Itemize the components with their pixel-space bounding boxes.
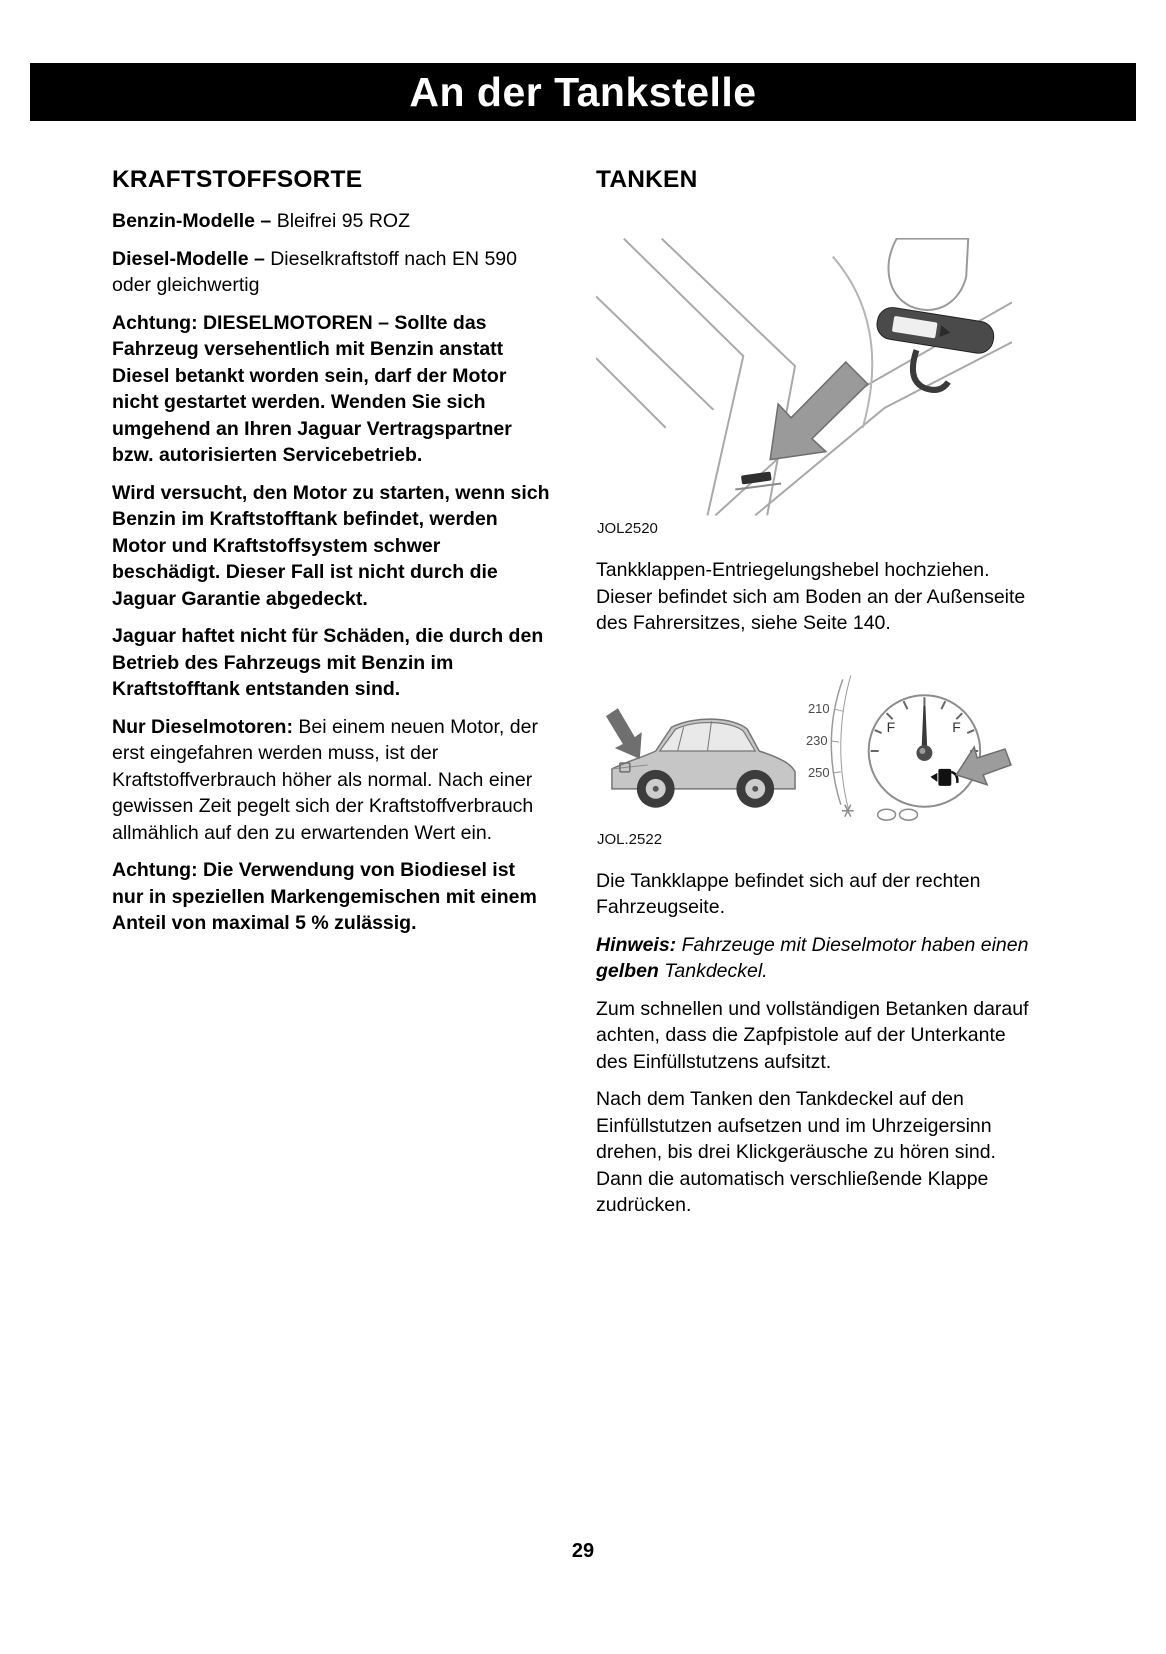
fuel-gauge-illustration — [869, 695, 980, 806]
paragraph-text: Bleifrei 95 ROZ — [276, 210, 410, 232]
paragraph-benzin-modelle — [112, 208, 550, 235]
speed-tick-250: 250 — [807, 764, 830, 780]
gauge-label-f-right: F — [952, 718, 961, 735]
paragraph-achtung-biodiesel: Achtung: Die Verwendung von Biodiesel ist nur in speziellen Markengemischen mit einem Anteil von maximal 5 % zulässig. — [112, 859, 537, 934]
paragraph-haftung: Jaguar haftet nicht für Schäden, die durch den Betrieb des Fahrzeugs mit Benzin im Kraftstofftank entstanden sind. — [112, 625, 544, 700]
right-column — [596, 166, 1034, 1230]
paragraph-lead: Benzin-Modelle – — [112, 210, 277, 232]
fuel-flap-release-illustration — [596, 238, 1012, 516]
paragraph-motor-start-warnung: Wird versucht, den Motor zu starten, wenn sich Benzin im Kraftstofftank befindet, werden Motor und Kraftstoffsystem schwer beschädigt. Dieser Fall ist nicht durch die Jaguar Garantie abgedeckt. — [112, 481, 550, 610]
page-number: 29 — [571, 1540, 595, 1562]
paragraph-text: Fahrzeuge mit Dieselmotor haben einen — [681, 933, 1029, 956]
car-illustration — [612, 719, 795, 808]
speed-tick-labels — [806, 701, 830, 780]
paragraph-achtung-dieselmotoren: Achtung: DIESELMOTOREN – Sollte das Fahrzeug versehentlich mit Benzin anstatt Diesel betankt worden sein, darf der Motor nicht gestartet werden. Wenden Sie sich umgehend an Ihren Jaguar Vertragspartner bzw. autorisierten Servicebetrieb. — [112, 311, 512, 466]
indicator-oval-icon — [878, 809, 896, 820]
paragraph-lead: Hinweis: — [596, 933, 682, 956]
paragraph-tankklappe-seite: Die Tankklappe befindet sich auf der rechten Fahrzeugseite. — [596, 869, 981, 918]
paragraph-betanken-zapfpistole: Zum schnellen und vollständigen Betanken darauf achten, dass die Zapfpistole auf der Unterkante des Einfüllstutzens aufsitzt. — [596, 997, 1029, 1073]
gauge-label-f-left: F — [886, 718, 896, 735]
release-lever-handle — [875, 305, 996, 355]
page-header-bar — [30, 63, 1136, 121]
paragraph-tankdeckel-schliessen: Nach dem Tanken den Tankdeckel auf den Einfüllstutzen aufsetzen und im Uhrzeigersinn drehen, bis drei Klickgeräusche zu hören sind. Dann die automatisch verschließende Klappe zudrücken. — [596, 1088, 996, 1216]
figure-fuel-flap-release — [596, 238, 1012, 516]
section-heading-kraftstoffsorte: KRAFTSTOFFSORTE — [112, 166, 363, 193]
left-column — [112, 166, 550, 948]
paragraph-diesel-modelle — [112, 246, 550, 299]
arrow-to-fuel-flap-icon — [606, 708, 642, 759]
indicator-oval-icon — [900, 809, 918, 820]
paragraph-entriegelungshebel: Tankklappen-Entriegelungshebel hochziehen. Dieser befindet sich am Boden an der Außenseite des Fahrersitzes, siehe Seite 140. — [596, 559, 1026, 634]
paragraph-text: Tankdeckel. — [658, 960, 768, 982]
figure-tankklappe-gauge — [596, 675, 1012, 827]
paragraph-lead: Diesel-Modelle – — [112, 247, 271, 270]
hand-outline — [889, 239, 969, 310]
indicator-icons — [842, 804, 918, 819]
paragraph-text: Dieselkraftstoff nach EN 590 oder gleichwertig — [112, 247, 517, 296]
paragraph-nur-dieselmotoren — [112, 714, 550, 847]
section-heading-tanken: TANKEN — [596, 166, 698, 193]
page-title: An der Tankstelle — [409, 68, 757, 115]
paragraph-text: Bei einem neuen Motor, der erst eingefahren werden muss, ist der Kraftstoffverbrauch höher als normal. Nach einer gewissen Zeit pegelt sich der Kraftstoffverbrauch allmählich auf den zu erwartenden Wert ein. — [112, 715, 538, 844]
figure2-caption: JOL.2522 — [597, 830, 663, 848]
figure1-caption: JOL2520 — [597, 520, 658, 537]
speed-tick-210: 210 — [807, 700, 830, 716]
car-and-gauge-illustration — [596, 675, 1012, 827]
speedometer-edge — [831, 675, 851, 810]
speed-tick-230: 230 — [805, 732, 828, 748]
arrow-down-icon — [770, 362, 868, 460]
paragraph-lead: Nur Dieselmotoren: — [112, 715, 299, 738]
paragraph-bold-word: gelben — [596, 960, 659, 982]
paragraph-hinweis-tankdeckel — [596, 932, 1034, 985]
